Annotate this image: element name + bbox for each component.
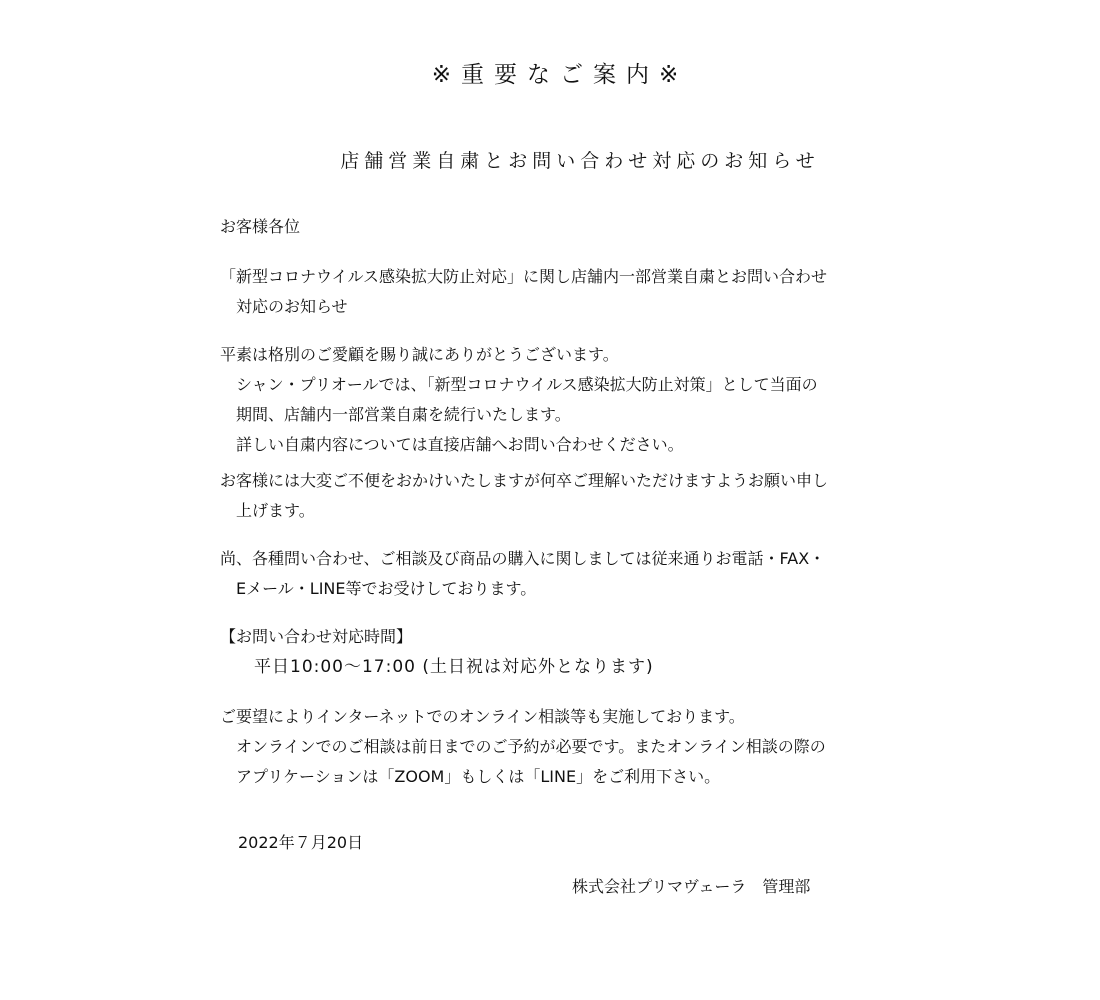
paragraph-contact-methods (220, 544, 880, 604)
paragraph-line: オンラインでのご相談は前日までのご予約が必要です。またオンライン相談の際の (236, 737, 826, 756)
paragraph-line: 詳しい自粛内容については直接店舗へお問い合わせください。 (236, 435, 684, 454)
paragraph-line: 上げます。 (236, 501, 315, 520)
greeting-text: お客様各位 (220, 217, 301, 236)
paragraph-line: Eメール・LINE等でお受けしております。 (236, 579, 537, 598)
paragraph-online-consultation (220, 702, 880, 792)
notice-subtitle: 店舗営業自粛とお問い合わせ対応のお知らせ (340, 150, 820, 172)
paragraph-line: 対応のお知らせ (236, 297, 348, 316)
paragraph-line: 平素は格別のご愛顧を賜り誠にありがとうございます。 (220, 345, 619, 364)
greeting (220, 212, 880, 242)
paragraph-line: 「新型コロナウイルス感染拡大防止対応」に関し店舗内一部営業自粛とお問い合わせ (220, 267, 828, 286)
notice-title: ※重要なご案内※ (431, 62, 689, 88)
paragraph-line: アプリケーションは「ZOOM」もしくは「LINE」をご利用下さい。 (236, 767, 721, 786)
paragraph-line: お客様には大変ご不便をおかけいたしますが何卒ご理解いただけますようお願い申し (220, 471, 829, 490)
paragraph-announcement (220, 262, 880, 322)
notice-date: 2022年７月20日 (238, 833, 364, 852)
paragraph-greeting-body (220, 340, 880, 460)
signature: 株式会社プリマヴェーラ 管理部 (572, 877, 811, 896)
business-hours-label: 【お問い合わせ対応時間】 (220, 627, 413, 646)
business-hours-value: 平日10:00〜17:00 (土日祝は対応外となります) (254, 657, 654, 677)
paragraph-line: 期間、店舗内一部営業自粛を続行いたします。 (236, 405, 571, 424)
paragraph-line: 尚、各種問い合わせ、ご相談及び商品の購入に関しましては従来通りお電話・FAX・ (220, 549, 826, 568)
paragraph-line: ご要望によりインターネットでのオンライン相談等も実施しております。 (220, 707, 745, 726)
paragraph-line: シャン・プリオールでは、「新型コロナウイルス感染拡大防止対策」として当面の (236, 375, 818, 394)
paragraph-business-hours (220, 622, 880, 682)
paragraph-apology (220, 466, 880, 526)
